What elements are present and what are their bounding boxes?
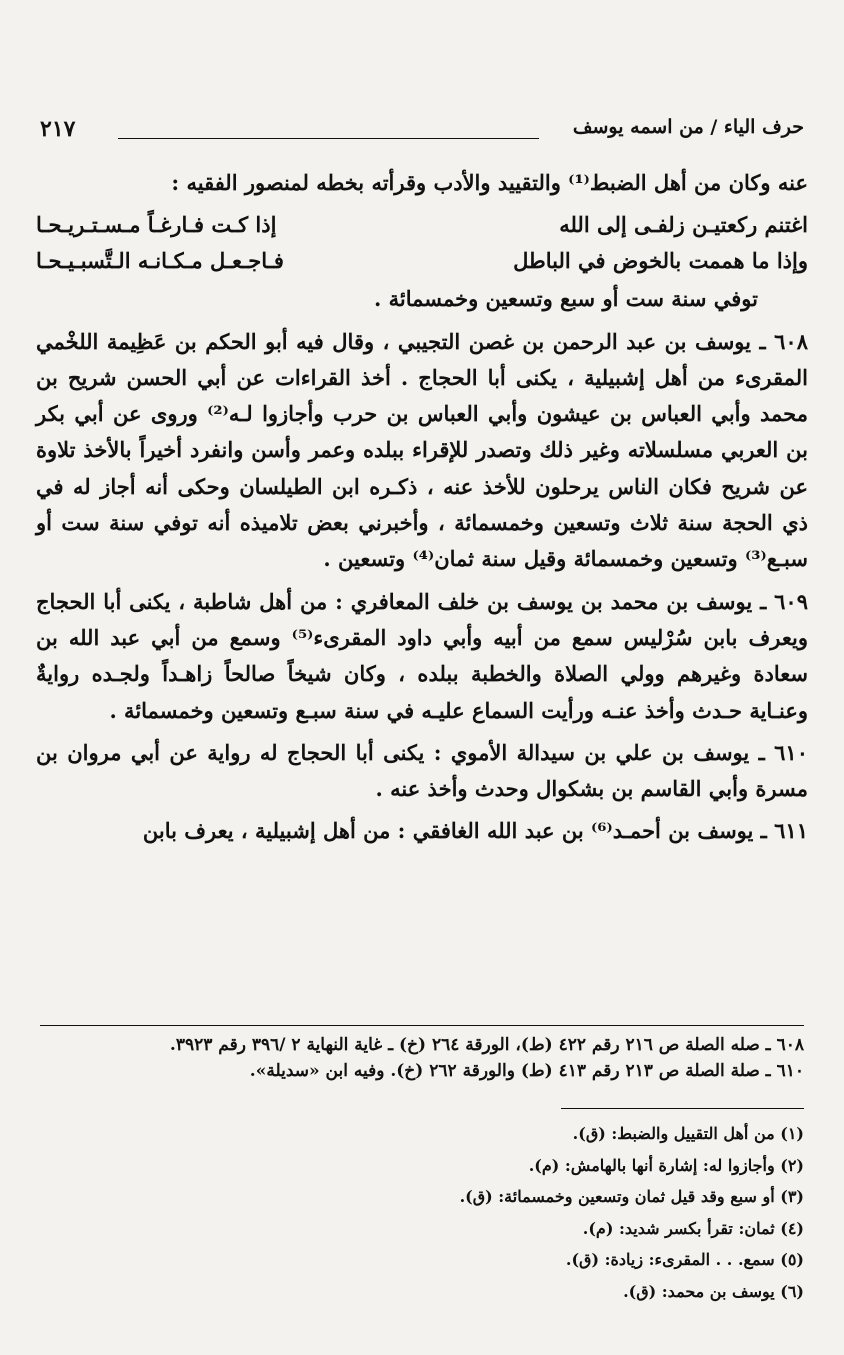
source-line: ٦١٠ ـ صلة الصلة ص ٢١٣ رقم ٤١٣ (ط) والورقة ٢٦٢ (خ). وفيه ابن «سديلة». [249,1061,804,1081]
footnote: (٤) ثمان: تقرأ بكسر شديد: (م). [582,1218,804,1238]
running-header [40,116,804,150]
verse-second-hemistich: إذا كـت فـارغـاً مـسـتـريـحـا [36,212,277,238]
verse-second-hemistich: فـاجـعـل مـكـانـه الـتَّسبـيـحـا [36,248,284,274]
header-title: حرف الياء / من اسمه يوسف [572,116,804,138]
footnotes-divider [561,1108,804,1109]
entry-608: ٦٠٨ ـ يوسف بن عبد الرحمن بن غصن التجيبي ، وقال فيه أبو الحكم بن عَظِيمة اللخْمي المقرىء من أهل إشبيلية ، يكنى أبا الحجاج . أخذ القراءات عن أبي الحسن شريح بن محمد وأبي العباس بن عيشون وأبي العباس بن حرب وأجازوا لـه⁽²⁾ وروى عن أبي بكر بن العربي مسلسلاته وغير ذلك وتصدر للإقراء ببلده وعمر وأسن وانفرد أخيراً بالأخذ تلاوة عن شريح فكان الناس يرحلون للأخذ عنه ، ذكـره ابن الطيلسان وحكى أنه أجاز له في ذي الحجة سنة ثلاث وتسعين وخمسمائة ، وأخبرني بعض تلاميذه أنه توفي سنة ست أو سبـع⁽³⁾ وتسعين وخمسمائة وقيل سنة ثمان⁽⁴⁾ وتسعين . [36,328,808,572]
footnote: (٢) وأجازوا له: إشارة أنها بالهامش: (م). [528,1155,804,1175]
verse-line [36,243,808,279]
footnote: (٥) سمع. . . المقرىء: زيادة: (ق). [565,1250,804,1269]
footnote: (١) من أهل التقييل والضبط: (ق). [572,1124,804,1143]
poem [36,207,808,279]
footnotes-block [40,1118,804,1307]
main-text [36,165,808,850]
header-rule [118,138,539,139]
death-line: توفي سنة ست أو سبع وتسعين وخمسمائة . [373,286,758,312]
entry-610: ٦١٠ ـ يوسف بن علي بن سيدالة الأموي : يكنى أبا الحجاج له رواية عن أبي مروان بن مسرة وأبي القاسم بن بشكوال وحدث وأخذ عنه . [36,739,808,802]
page-number: ٢١٧ [40,116,76,142]
verse-line [36,207,808,243]
verse-first-hemistich: اغتنم ركعتيـن زلفـى إلى الله [559,212,808,238]
intro-line: عنه وكان من أهل الضبط⁽¹⁾ والتقييد والأدب وقرأته بخطه لمنصور الفقيه : [171,170,808,195]
footnote: (٣) أو سبع وقد قيل ثمان وتسعين وخمسمائة: (ق). [459,1187,804,1206]
entry-609: ٦٠٩ ـ يوسف بن محمد بن يوسف بن خلف المعافري : من أهل شاطبة ، يكنى أبا الحجاج ويعرف بابن سُرْليس سمع من أبيه وأبي داود المقرىء⁽⁵⁾ وسمع من أبي عبد الله بن سعادة وغيرهم وولي الصلاة والخطبة ببلده ، وكان شيخاً صالحاً زاهـداً ولجـده روايةٌ وعنـاية حـدث وأخذ عنـه ورأيت السماع عليـه في سنة سبـع وتسعين وخمسمائة . [36,588,808,723]
verse-first-hemistich: وإذا ما هممت بالخوض في الباطل [513,248,808,274]
source-line: ٦٠٨ ـ صله الصلة ص ٢١٦ رقم ٤٢٢ (ط)، الورقة ٢٦٤ (خ) ـ غاية النهاية ٢ /٣٩٦ رقم ٣٩٢٣. [169,1035,804,1055]
sources-divider [40,1025,804,1026]
footnote: (٦) يوسف بن محمد: (ق). [623,1281,804,1301]
entry-611: ٦١١ ـ يوسف بن أحمـد⁽⁶⁾ بن عبد الله الغافقي : من أهل إشبيلية ، يعرف بابن [142,818,808,844]
sources-block [40,1032,804,1084]
